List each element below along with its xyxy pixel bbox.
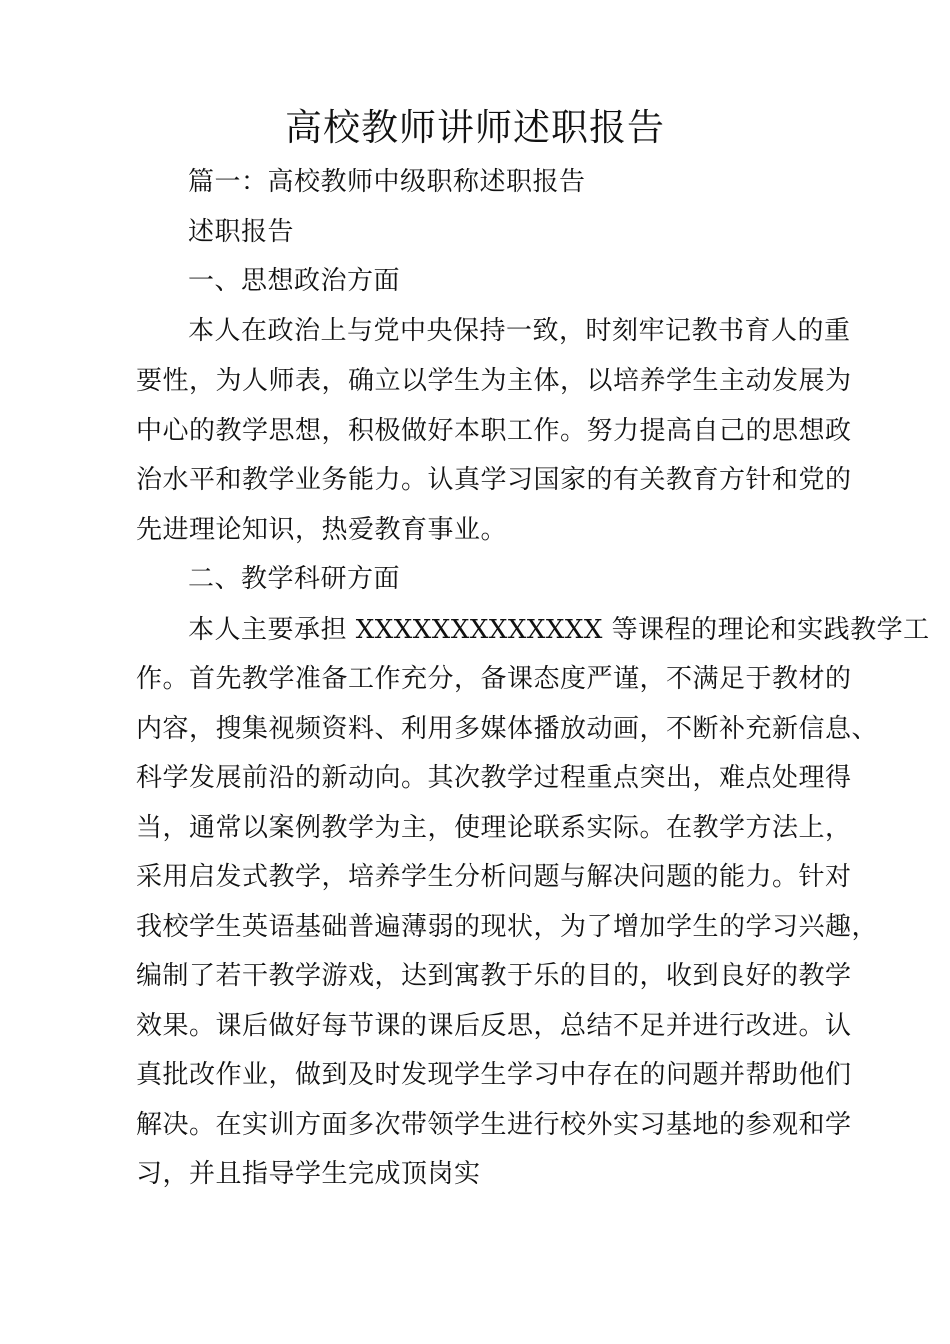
paragraph-line: 内容，搜集视频资料、利用多媒体播放动画，不断补充新信息、 <box>136 714 879 744</box>
paragraph-line: 编制了若干教学游戏，达到寓教于乐的目的，收到良好的教学 <box>136 961 852 991</box>
subtitle-heading: 篇一：高校教师中级职称述职报告 <box>188 167 586 197</box>
paragraph-line: 效果。课后做好每节课的课后反思，总结不足并进行改进。认 <box>136 1011 852 1041</box>
paragraph-line: 解决。在实训方面多次带领学生进行校外实习基地的参观和学 <box>136 1110 852 1140</box>
paragraph-line: 真批改作业，做到及时发现学生学习中存在的问题并帮助他们 <box>136 1060 852 1090</box>
paragraph-line: 要性，为人师表，确立以学生为主体，以培养学生主动发展为 <box>136 366 852 396</box>
report-heading: 述职报告 <box>188 217 295 247</box>
paragraph-line: 科学发展前沿的新动向。其次教学过程重点突出，难点处理得 <box>136 763 852 793</box>
paragraph-line: 中心的教学思想，积极做好本职工作。努力提高自己的思想政 <box>136 416 852 446</box>
paragraph-line: 先进理论知识，热爱教育事业。 <box>136 515 508 545</box>
paragraph-line: 习，并且指导学生完成顶岗实 <box>136 1159 481 1189</box>
section-title-politics: 一、思想政治方面 <box>188 266 401 296</box>
paragraph-line: 治水平和教学业务能力。认真学习国家的有关教育方针和党的 <box>136 465 852 495</box>
paragraph-line: 当，通常以案例教学为主，使理论联系实际。在教学方法上， <box>136 813 852 843</box>
paragraph-line: 采用启发式教学，培养学生分析问题与解决问题的能力。针对 <box>136 862 852 892</box>
section-title-teaching: 二、教学科研方面 <box>188 564 401 594</box>
paragraph-line: 我校学生英语基础普遍薄弱的现状，为了增加学生的学习兴趣， <box>136 912 879 942</box>
document-title: 高校教师讲师述职报告 <box>285 106 665 149</box>
paragraph-line: 作。首先教学准备工作充分，备课态度严谨，不满足于教材的 <box>136 664 852 694</box>
paragraph-line: 本人在政治上与党中央保持一致，时刻牢记教书育人的重 <box>188 316 851 346</box>
paragraph-line: 本人主要承担 XXXXXXXXXXXXX 等课程的理论和实践教学工 <box>188 615 930 645</box>
